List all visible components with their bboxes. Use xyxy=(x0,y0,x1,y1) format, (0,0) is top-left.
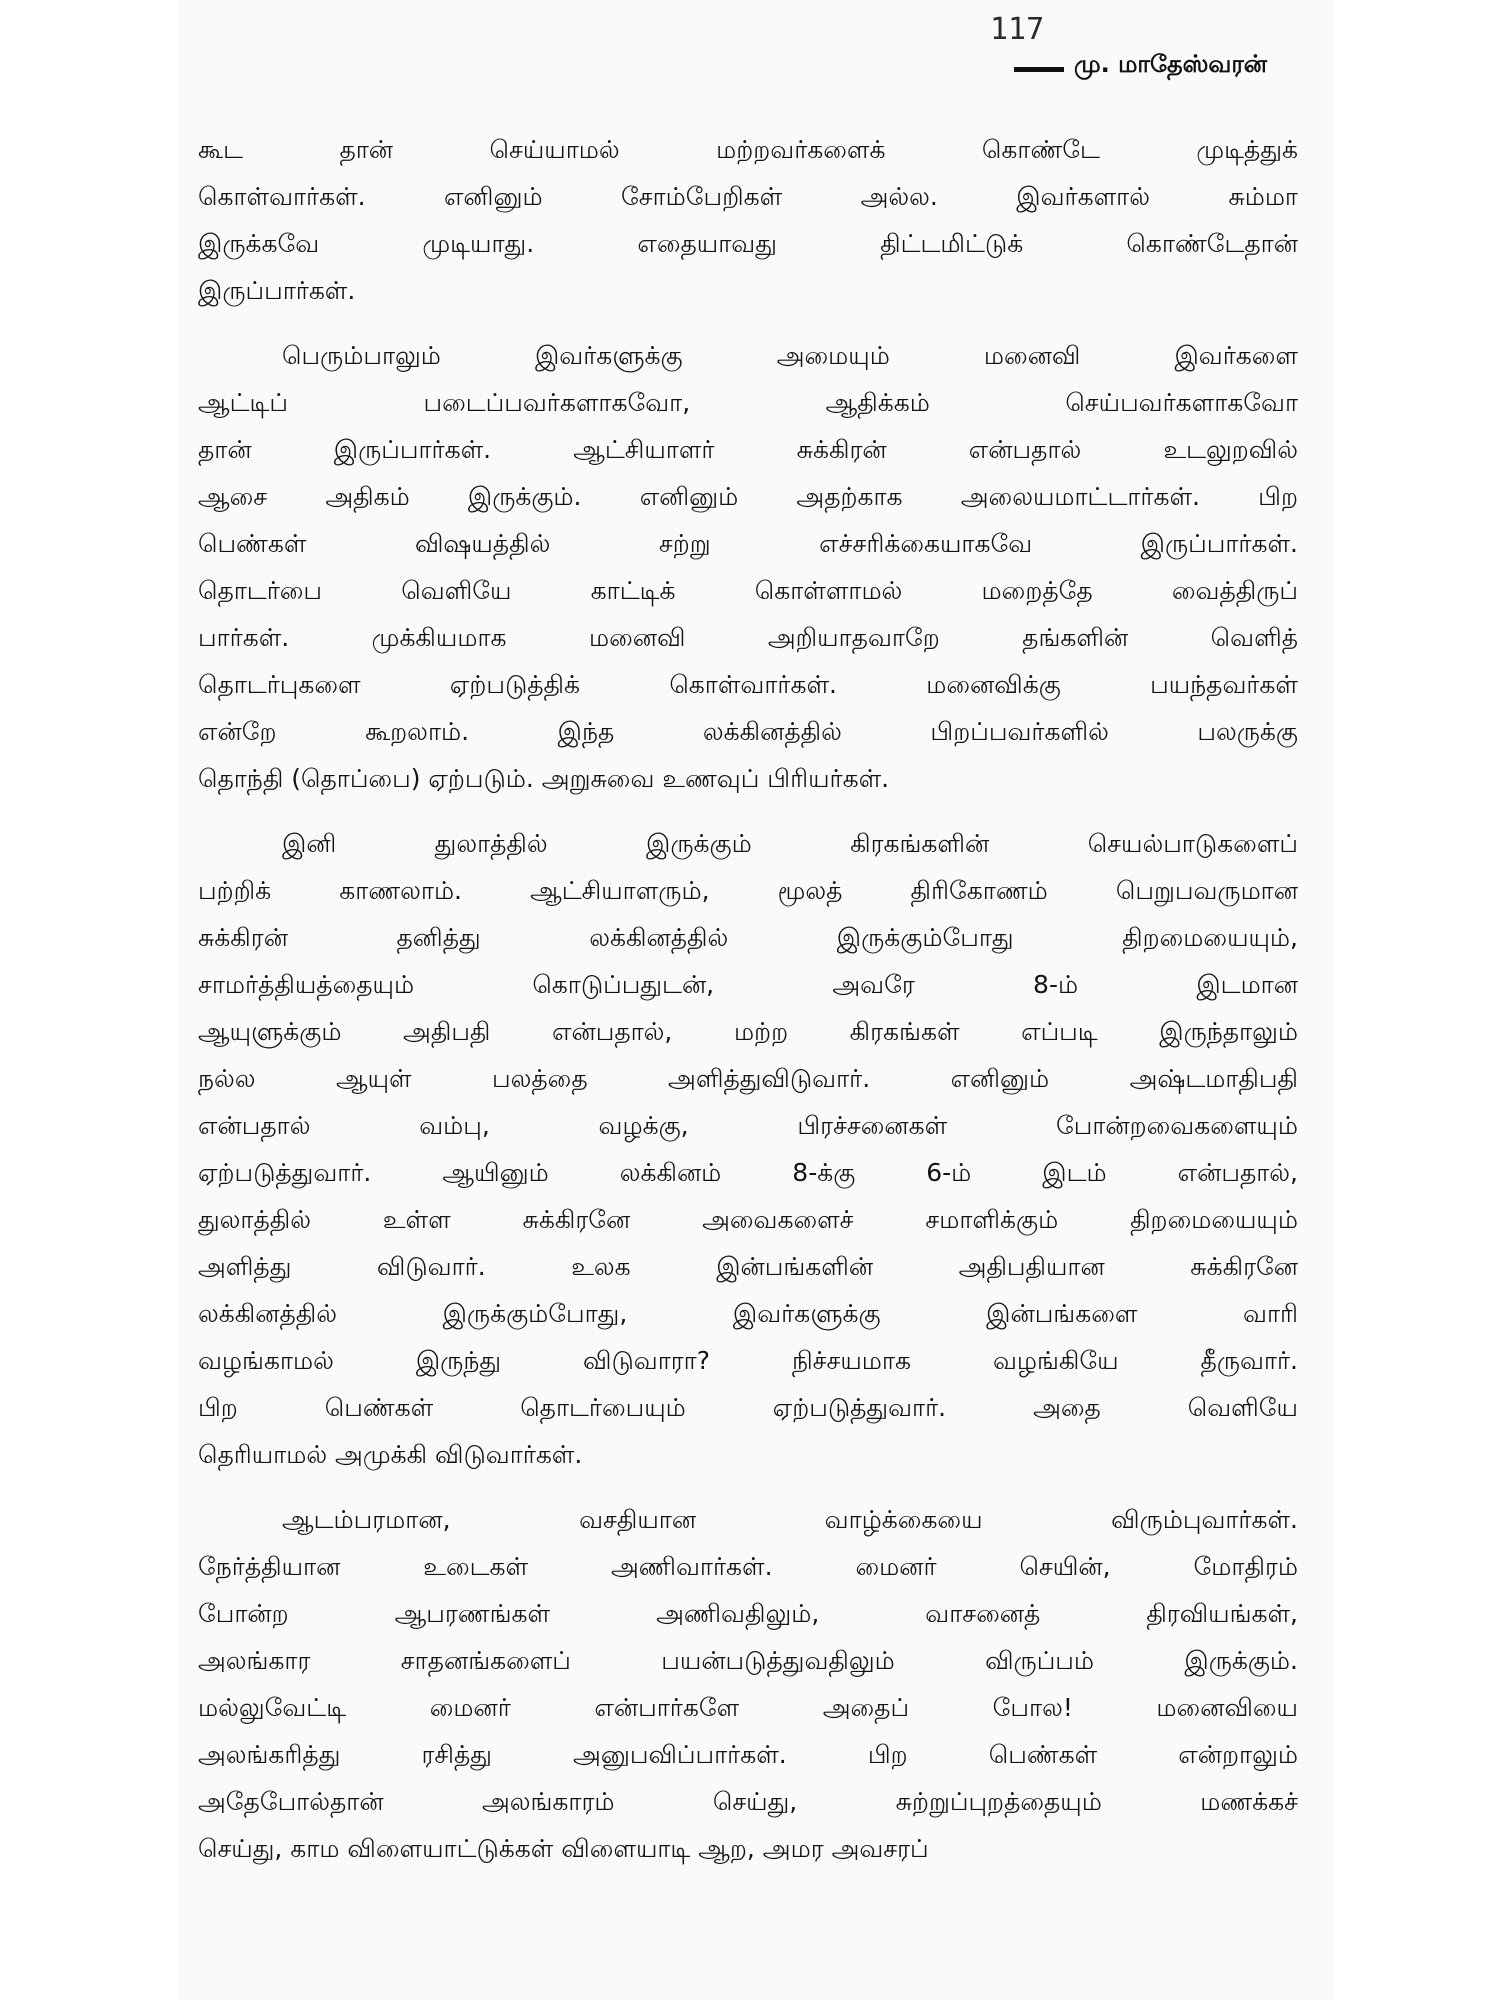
text-line: ஆசை அதிகம் இருக்கும். எனினும் அதற்காக அலையமாட்டார்கள். பிற xyxy=(198,482,1298,511)
text-line: இனி துலாத்தில் இருக்கும் கிரகங்களின் செயல்பாடுகளைப் xyxy=(282,829,1298,858)
text-line: அலங்கார சாதனங்களைப் பயன்படுத்துவதிலும் விருப்பம் இருக்கும். xyxy=(198,1646,1298,1675)
text-line: என்பதால் வம்பு, வழக்கு, பிரச்சனைகள் போன்றவைகளையும் xyxy=(198,1111,1298,1140)
paragraph xyxy=(198,332,1298,802)
text-line: துலாத்தில் உள்ள சுக்கிரனே அவைகளைச் சமாளிக்கும் திறமையையும் xyxy=(198,1205,1298,1234)
text-line: அளித்து விடுவார். உலக இன்பங்களின் அதிபதியான சுக்கிரனே xyxy=(198,1252,1298,1281)
text-line: பார்கள். முக்கியமாக மனைவி அறியாதவாறே தங்களின் வெளித் xyxy=(198,623,1298,652)
text-line: ஏற்படுத்துவார். ஆயினும் லக்கினம் 8-க்கு 6-ம் இடம் என்பதால், xyxy=(198,1158,1298,1187)
paragraph xyxy=(198,126,1298,314)
text-line: செய்து, காம விளையாட்டுக்கள் விளையாடி ஆற, அமர அவசரப் xyxy=(198,1834,929,1863)
text-line: கொள்வார்கள். எனினும் சோம்பேறிகள் அல்ல. இவர்களால் சும்மா xyxy=(198,182,1298,211)
text-line: மல்லுவேட்டி மைனர் என்பார்களே அதைப் போல! மனைவியை xyxy=(198,1693,1298,1722)
text-line: ஆயுளுக்கும் அதிபதி என்பதால், மற்ற கிரகங்கள் எப்படி இருந்தாலும் xyxy=(198,1017,1298,1046)
text-line: கூட தான் செய்யாமல் மற்றவர்களைக் கொண்டே முடித்துக் xyxy=(198,135,1298,164)
text-line: போன்ற ஆபரணங்கள் அணிவதிலும், வாசனைத் திரவியங்கள், xyxy=(198,1599,1298,1628)
text-line: தொந்தி (தொப்பை) ஏற்படும். அறுசுவை உணவுப் பிரியர்கள். xyxy=(198,764,890,793)
text-line: என்றே கூறலாம். இந்த லக்கினத்தில் பிறப்பவர்களில் பலருக்கு xyxy=(198,717,1298,746)
text-line: அதேபோல்தான் அலங்காரம் செய்து, சுற்றுப்புறத்தையும் மணக்கச் xyxy=(198,1787,1298,1816)
text-line: ஆடம்பரமான, வசதியான வாழ்க்கையை விரும்புவார்கள். xyxy=(282,1505,1298,1534)
text-line: சாமர்த்தியத்தையும் கொடுப்பதுடன், அவரே 8-ம் இடமான xyxy=(198,970,1298,999)
text-line: பற்றிக் காணலாம். ஆட்சியாளரும், மூலத் திரிகோணம் பெறுபவருமான xyxy=(198,876,1298,905)
text-line: தொடர்பை வெளியே காட்டிக் கொள்ளாமல் மறைத்தே வைத்திருப் xyxy=(198,576,1298,605)
text-line: இருப்பார்கள். xyxy=(198,276,356,305)
text-line: தான் இருப்பார்கள். ஆட்சியாளர் சுக்கிரன் என்பதால் உடலுறவில் xyxy=(198,435,1298,464)
body-text xyxy=(198,126,1298,1890)
author-running-head: மு. மாதேஸ்வரன் xyxy=(1074,50,1268,78)
text-line: அலங்கரித்து ரசித்து அனுபவிப்பார்கள். பிற பெண்கள் என்றாலும் xyxy=(198,1740,1298,1769)
text-line: பெரும்பாலும் இவர்களுக்கு அமையும் மனைவி இவர்களை xyxy=(282,341,1298,370)
page-number: 117 xyxy=(990,12,1045,47)
text-line: லக்கினத்தில் இருக்கும்போது, இவர்களுக்கு இன்பங்களை வாரி xyxy=(198,1299,1298,1328)
text-line: பிற பெண்கள் தொடர்பையும் ஏற்படுத்துவார். அதை வெளியே xyxy=(198,1393,1298,1422)
text-line: நேர்த்தியான உடைகள் அணிவார்கள். மைனர் செயின், மோதிரம் xyxy=(198,1552,1298,1581)
text-line: பெண்கள் விஷயத்தில் சற்று எச்சரிக்கையாகவே இருப்பார்கள். xyxy=(198,529,1298,558)
text-line: வழங்காமல் இருந்து விடுவாரா? நிச்சயமாக வழங்கியே தீருவார். xyxy=(198,1346,1298,1375)
book-page xyxy=(178,0,1334,2000)
paragraph xyxy=(198,820,1298,1478)
text-line: தொடர்புகளை ஏற்படுத்திக் கொள்வார்கள். மனைவிக்கு பயந்தவர்கள் xyxy=(198,670,1298,699)
header-rule xyxy=(1014,67,1064,72)
text-line: நல்ல ஆயுள் பலத்தை அளித்துவிடுவார். எனினும் அஷ்டமாதிபதி xyxy=(198,1064,1298,1093)
text-line: சுக்கிரன் தனித்து லக்கினத்தில் இருக்கும்போது திறமையையும், xyxy=(198,923,1298,952)
text-line: தெரியாமல் அமுக்கி விடுவார்கள். xyxy=(198,1440,583,1469)
paragraph xyxy=(198,1496,1298,1872)
text-line: ஆட்டிப் படைப்பவர்களாகவோ, ஆதிக்கம் செய்பவர்களாகவோ xyxy=(198,388,1298,417)
text-line: இருக்கவே முடியாது. எதையாவது திட்டமிட்டுக் கொண்டேதான் xyxy=(198,229,1298,258)
